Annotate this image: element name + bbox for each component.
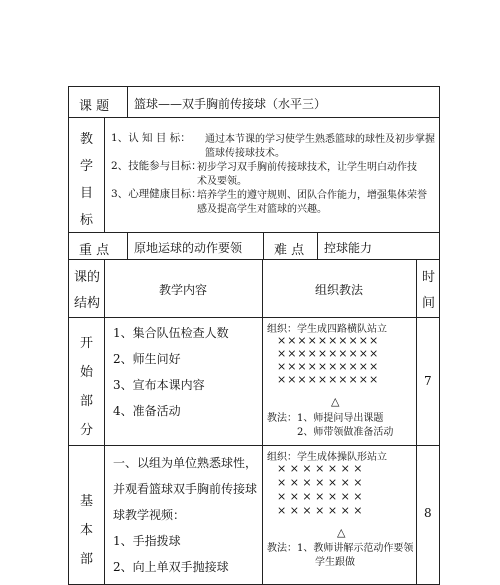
basic-formation-row-3: × × × × × × × (277, 490, 363, 503)
objective-2-line2: 术及要领。 (197, 176, 247, 187)
start-org-title: 组织：学生成四路横队站立 (267, 324, 387, 335)
section-start-content-cell (104, 317, 263, 446)
objective-3-line1: 培养学生的遵守规则、团队合作能力，增强集体荣誉 (197, 190, 427, 201)
topic-label: 课 题 (79, 99, 110, 114)
difficulty-value-cell (317, 232, 440, 260)
header-content-cell (104, 259, 263, 318)
start-method-line2: 2、师带领做准备活动 (297, 427, 394, 438)
start-item-1: 1、集合队伍检查人数 (113, 326, 229, 340)
objectives-label-cell (68, 117, 105, 233)
key-point-value: 原地运球的动作要领 (134, 241, 243, 255)
basic-method-line1: 教法：1、教师讲解示范动作要领 (267, 543, 414, 554)
basic-content-line1: 一、以组为单位熟悉球性， (113, 456, 258, 470)
topic-value-cell (127, 86, 440, 118)
objective-2: 2、技能参与目标： (111, 160, 202, 172)
basic-formation-row-4: × × × × × × × (277, 504, 363, 517)
header-method-cell (262, 259, 417, 318)
basic-content-line3: 球教学视频： (113, 508, 186, 522)
key-point-value-cell (127, 232, 264, 260)
start-method-line1: 教法：1、师提问导出课题 (267, 413, 384, 424)
header-time-line1: 时 (422, 270, 436, 285)
basic-content-line2: 并观看篮球双手胸前传接球 (113, 482, 258, 496)
section-basic-label: 基 本 部 (79, 494, 93, 567)
basic-time: 8 (424, 506, 432, 520)
start-teacher-mark: △ (331, 395, 340, 408)
basic-method-line2: 学生跟做 (315, 557, 355, 568)
basic-teacher-mark: △ (337, 526, 346, 539)
topic-value: 篮球——双手胸前传接球（水平三） (134, 97, 327, 111)
header-structure-cell (68, 259, 105, 318)
start-formation-row-3: ×××××××××× (277, 360, 380, 373)
section-start-label: 开 始 部 分 (79, 336, 93, 438)
objective-3-line2: 感及提高学生对篮球的兴趣。 (197, 204, 327, 215)
objective-1: 1、认 知 目 标： (111, 132, 191, 144)
objective-1-line2: 篮球传接球技术。 (205, 148, 285, 159)
objective-1-line1: 通过本节课的学习使学生熟悉篮球的球性及初步掌握 (205, 134, 435, 145)
key-point-label-cell (68, 232, 128, 260)
header-structure-line1: 课的 (74, 270, 101, 285)
start-formation-row-1: ×××××××××× (277, 334, 380, 347)
section-basic-time-cell (416, 445, 440, 585)
start-item-3: 3、宣布本课内容 (113, 378, 205, 392)
header-method: 组织教法 (315, 283, 364, 297)
objectives-label: 教 学 目 标 (79, 132, 93, 228)
start-item-2: 2、师生问好 (113, 352, 181, 366)
start-formation-row-4: ×××××××××× (277, 373, 380, 386)
basic-org-title: 组织：学生成体操队形站立 (267, 452, 387, 463)
key-point-label: 重 点 (79, 243, 110, 258)
difficulty-label-cell (263, 232, 318, 260)
header-time-line2: 间 (422, 296, 436, 311)
header-structure-line2: 结构 (74, 296, 101, 311)
section-basic-method-cell (262, 445, 417, 585)
basic-content-line4: 1、手指拨球 (113, 534, 181, 548)
basic-formation-row-1: × × × × × × × (277, 462, 363, 475)
basic-content-line5: 2、向上单双手抛接球 (113, 560, 229, 574)
section-basic-content-cell (104, 445, 263, 585)
start-time: 7 (424, 374, 432, 388)
start-formation-row-2: ×××××××××× (277, 347, 380, 360)
header-time-cell (416, 259, 440, 318)
topic-label-cell (68, 86, 128, 118)
start-item-4: 4、准备活动 (113, 404, 181, 418)
section-start-label-cell (68, 317, 105, 446)
header-content: 教学内容 (159, 283, 208, 297)
difficulty-value: 控球能力 (324, 241, 373, 255)
objective-3: 3、心理健康目标： (111, 188, 202, 200)
section-basic-label-cell (68, 445, 105, 585)
difficulty-label: 难 点 (274, 243, 305, 258)
section-start-time-cell (416, 317, 440, 446)
objectives-content-cell (104, 117, 440, 233)
objective-2-line1: 初步学习双手胸前传接球技术，让学生明白动作技 (197, 162, 417, 173)
section-start-method-cell (262, 317, 417, 446)
basic-formation-row-2: × × × × × × × (277, 476, 363, 489)
